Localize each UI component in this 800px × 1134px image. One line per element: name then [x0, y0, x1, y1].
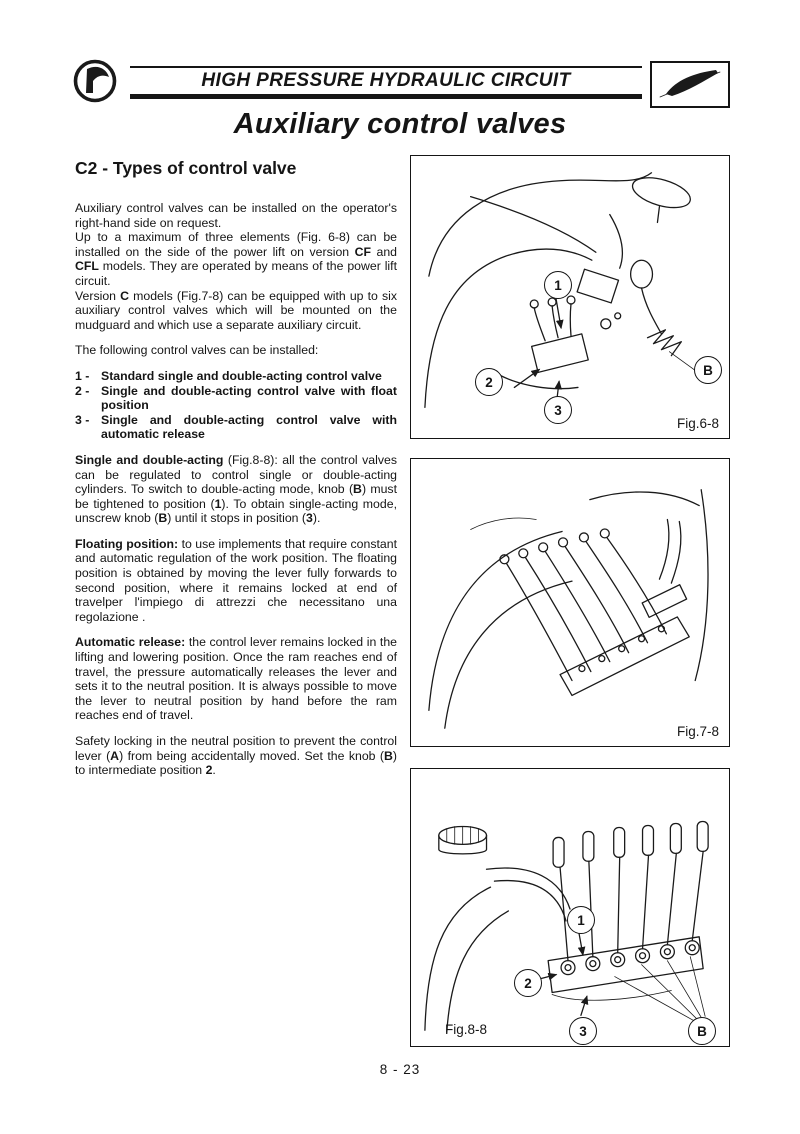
text-segment: the control lever remains locked in the lifting and lowering position. Once the ram reaches end of travel, the pressure automatically releases the lever and sets it to the neutral position. It is always possible to move the lever to neutral position by hand before the ram reaches end of travel. [75, 635, 397, 723]
text-segment: Safety locking in the neutral position to prevent the control lever ( [75, 734, 397, 763]
text-segment: ) until it stops in position ( [167, 511, 307, 526]
header-title: HIGH PRESSURE HYDRAULIC CIRCUIT [201, 70, 571, 91]
text-segment: Up to a maximum of three elements (Fig. 6-8) can be installed on the side of the power lift on version [75, 230, 397, 259]
text-segment: ) from being accidentally moved. Set the knob ( [119, 748, 385, 763]
text-segment: models. They are operated by means of the power lift circuit. [75, 259, 397, 288]
brand-logo-icon [72, 58, 118, 104]
list-item-number: 1 - [75, 368, 90, 383]
text-segment: 1 [214, 496, 222, 511]
text-segment: 2 [205, 763, 213, 778]
figure-7-8-drawing [411, 459, 729, 746]
callout-1: 1 [567, 906, 595, 934]
text-segment: to use implements that require constant and automatic regulation of the work position. The floating position is obtained by moving the lever fully forwards to second position, where it remains locked at end of travelper l'impiego di attrezzi che necessitano una regolazione . [75, 536, 397, 624]
text-segment: B [353, 482, 362, 497]
paragraph [75, 343, 397, 358]
list-item [75, 384, 397, 413]
paragraph [75, 635, 397, 723]
list-item-text [101, 413, 397, 442]
section-heading: C2 - Types of control valve [75, 158, 297, 178]
callout-B: B [688, 1017, 716, 1045]
figure-6-8-drawing [411, 156, 729, 438]
paragraph [75, 537, 397, 625]
header-rule-bottom [130, 94, 642, 99]
text-segment: (Fig.8-8): all the control valves can be regulated to control single or double-acting cylinders. To switch to double-acting mode, knob ( [75, 452, 398, 497]
text-segment: Automatic release: [75, 635, 186, 650]
text-segment: 3 [306, 511, 313, 526]
text-segment: A [110, 748, 120, 763]
text-segment: C [120, 288, 130, 303]
figure-label: Fig.8-8 [445, 1022, 488, 1037]
text-segment: Single and double-acting [75, 452, 224, 467]
text-segment: ) must be tightened to position ( [75, 482, 397, 511]
paragraph [75, 230, 397, 288]
text-segment: CFL [75, 259, 99, 274]
callout-2: 2 [475, 368, 503, 396]
text-segment: Single and double-acting control valve with automatic release [101, 412, 397, 442]
text-segment: CF [354, 244, 372, 259]
figure-label: Fig.7-8 [676, 724, 719, 739]
callout-3: 3 [569, 1017, 597, 1045]
paragraph [75, 289, 397, 333]
text-segment: and [371, 244, 398, 259]
text-segment: . [212, 763, 216, 778]
text-segment: B [384, 748, 393, 763]
header-rule-top [130, 66, 642, 68]
list-item [75, 369, 397, 384]
list-item-text [101, 369, 397, 384]
paragraph [75, 734, 397, 778]
body-text-column [75, 201, 397, 778]
list-item-text [101, 384, 397, 413]
callout-2: 2 [514, 969, 542, 997]
chapter-swoosh-icon [652, 63, 728, 106]
text-segment: Single and double-acting control valve with float position [101, 383, 397, 413]
text-segment: ). [312, 511, 321, 526]
callout-B: B [694, 356, 722, 384]
chapter-icon-box [650, 61, 730, 108]
figure-8-8 [410, 768, 730, 1047]
list-item-number: 2 - [75, 383, 90, 398]
text-segment: B [158, 511, 168, 526]
paragraph [75, 453, 397, 526]
figure-6-8 [410, 155, 730, 439]
callout-3: 3 [544, 396, 572, 424]
figure-7-8 [410, 458, 730, 747]
list-item-number: 3 - [75, 412, 90, 427]
figure-8-8-drawing [411, 769, 729, 1046]
text-segment: models (Fig.7-8) can be equipped with up to six auxiliary control valves which will be mounted on the mudguard and which use a separate auxiliary circuit. [75, 288, 397, 332]
page-number: 8 - 23 [379, 1062, 421, 1077]
text-segment: Floating position: [75, 536, 179, 551]
callout-1: 1 [544, 271, 572, 299]
page-title: Auxiliary control valves [233, 108, 567, 140]
paragraph [75, 201, 397, 230]
text-segment: ) to intermediate position [75, 748, 398, 778]
list-item [75, 413, 397, 442]
text-segment: ). To obtain single-acting mode, unscrew knob ( [75, 496, 397, 526]
text-segment: Version [75, 288, 121, 303]
figure-label: Fig.6-8 [676, 416, 719, 431]
text-segment: Auxiliary control valves can be installed on the operator's right-hand side on request. [75, 201, 397, 230]
text-segment: Standard single and double-acting control valve [101, 368, 382, 383]
text-segment: The following control valves can be installed: [75, 343, 319, 358]
